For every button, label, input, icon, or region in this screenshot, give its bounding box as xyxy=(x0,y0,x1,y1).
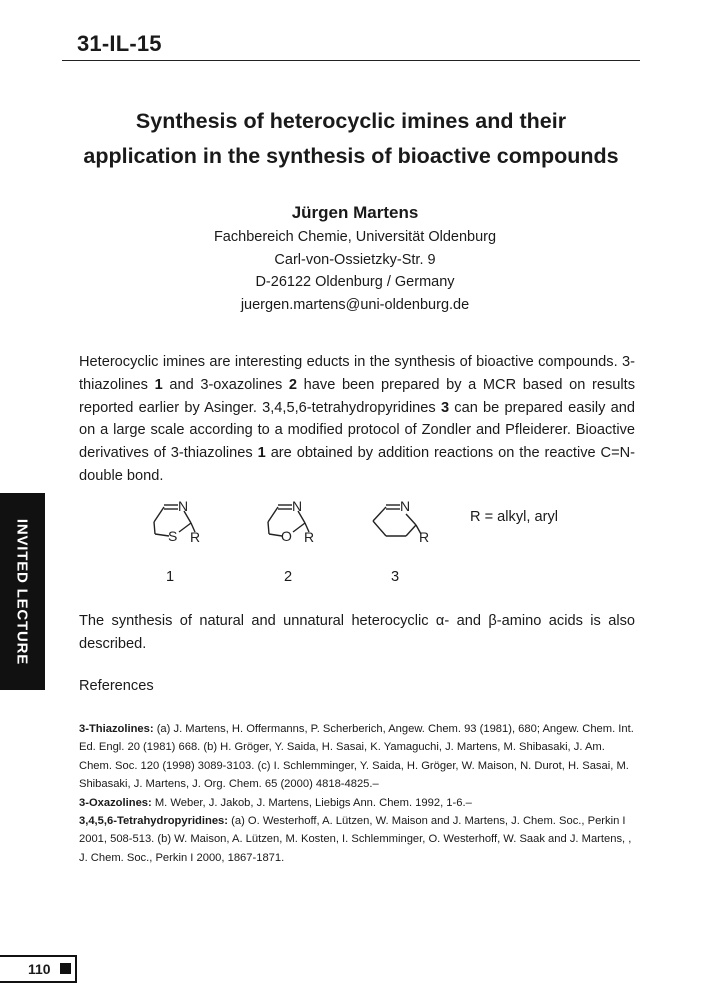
author-block xyxy=(155,201,555,316)
n-atom-label: N xyxy=(178,498,189,514)
sidebar-label: INVITED LECTURE xyxy=(13,518,31,666)
abstract-text: Heterocyclic imines are interesting educts in the synthesis of bioactive compounds. 3-thiazolines xyxy=(79,354,635,393)
abstract-text: can be prepared easily and on a large scale according to a modified protocol of Zondler and Pfleiderer. Bioactive derivatives of 3-thiazolines xyxy=(79,399,635,462)
reference-label: 3-Oxazolines: xyxy=(79,796,152,809)
author-email: juergen.martens@uni-oldenburg.de xyxy=(240,296,470,313)
r-group-label: R xyxy=(304,529,315,545)
reference-text: (a) O. Westerhoff, A. Lützen, W. Maison and J. Martens, J. Chem. Soc., Perkin I 2001, 508-513. (b) W. Maison, A. Lützen, M. Kosten, I. Schlemminger, O. Westerhoff, W. Saak and J. Martens, , J. Chem. Soc., Perkin I 2000, 1867-1871. xyxy=(79,815,632,864)
compound-ref: 1 xyxy=(154,376,163,393)
reference-oxazolines xyxy=(79,794,635,812)
lecture-code: 31-IL-15 xyxy=(77,31,162,56)
abstract-text: have been prepared by a MCR based on results reported earlier by Asinger. 3,4,5,6-tetrahydropyridines xyxy=(79,376,635,416)
compound-number-1: 1 xyxy=(166,569,175,585)
reference-label: 3-Thiazolines: xyxy=(79,723,154,735)
tetrahydropyridine-structure xyxy=(373,505,421,536)
author-street: Carl-von-Ossietzky-Str. 9 xyxy=(274,251,436,268)
title-line-2: application in the synthesis of bioactive compounds xyxy=(83,144,619,168)
s-atom-label: S xyxy=(168,528,178,544)
references-heading: References xyxy=(79,678,154,694)
paper-title xyxy=(62,104,640,174)
author-affiliation: Fachbereich Chemie, Universität Oldenburg xyxy=(213,229,497,245)
reference-text: (a) J. Martens, H. Offermanns, P. Scherberich, Angew. Chem. 93 (1981), 680; Angew. Chem. Int. Ed. Engl. 20 (1981) 668. (b) H. Gröger, Y. Saida, H. Sasai, K. Yamaguchi, J. Martens, M. Shibasaki, J. Am. Chem. Soc. 120 (1998) 3089-3103. (c) I. Schlemminger, Y. Saida, H. Gröger, W. Maison, N. Durot, H. Sasai, M. Shibasaki, J. Martens, J. Org. Chem. 65 (2000) 4818-4825.– xyxy=(79,723,634,791)
reference-tetrahydropyridines xyxy=(79,812,635,867)
n-atom-label: N xyxy=(400,498,411,514)
r-group-label: R xyxy=(190,529,201,545)
reference-text: M. Weber, J. Jakob, J. Martens, Liebigs Ann. Chem. 1992, 1-6.– xyxy=(151,796,472,809)
reference-label: 3,4,5,6-Tetrahydropyridines: xyxy=(79,815,229,828)
compound-number-2: 2 xyxy=(284,569,293,585)
compound-number-3: 3 xyxy=(391,569,400,585)
author-city: D-26122 Oldenburg / Germany xyxy=(255,274,455,290)
header-rule xyxy=(62,60,640,61)
r-group-label: R xyxy=(419,529,430,545)
r-group-definition: R = alkyl, aryl xyxy=(470,509,558,525)
compound-ref: 1 xyxy=(257,445,266,462)
n-atom-label: N xyxy=(292,498,303,514)
abstract-text: and 3-oxazolines xyxy=(162,376,289,393)
abstract-text: are obtained by addition reactions on the reactive C=N-double bond. xyxy=(79,445,635,484)
abstract-paragraph xyxy=(79,351,635,488)
page-marker-square xyxy=(60,963,71,974)
references-list xyxy=(79,720,635,867)
page-number: 110 xyxy=(28,961,51,977)
author-name: Jürgen Martens xyxy=(291,203,419,222)
o-atom-label: O xyxy=(281,528,292,544)
reference-thiazolines xyxy=(79,720,635,794)
synthesis-paragraph: The synthesis of natural and unnatural heterocyclic α- and β-amino acids is also described. xyxy=(79,613,635,652)
compound-ref: 2 xyxy=(288,376,298,393)
compound-ref: 3 xyxy=(440,399,450,416)
title-line-1: Synthesis of heterocyclic imines and their xyxy=(135,109,567,133)
